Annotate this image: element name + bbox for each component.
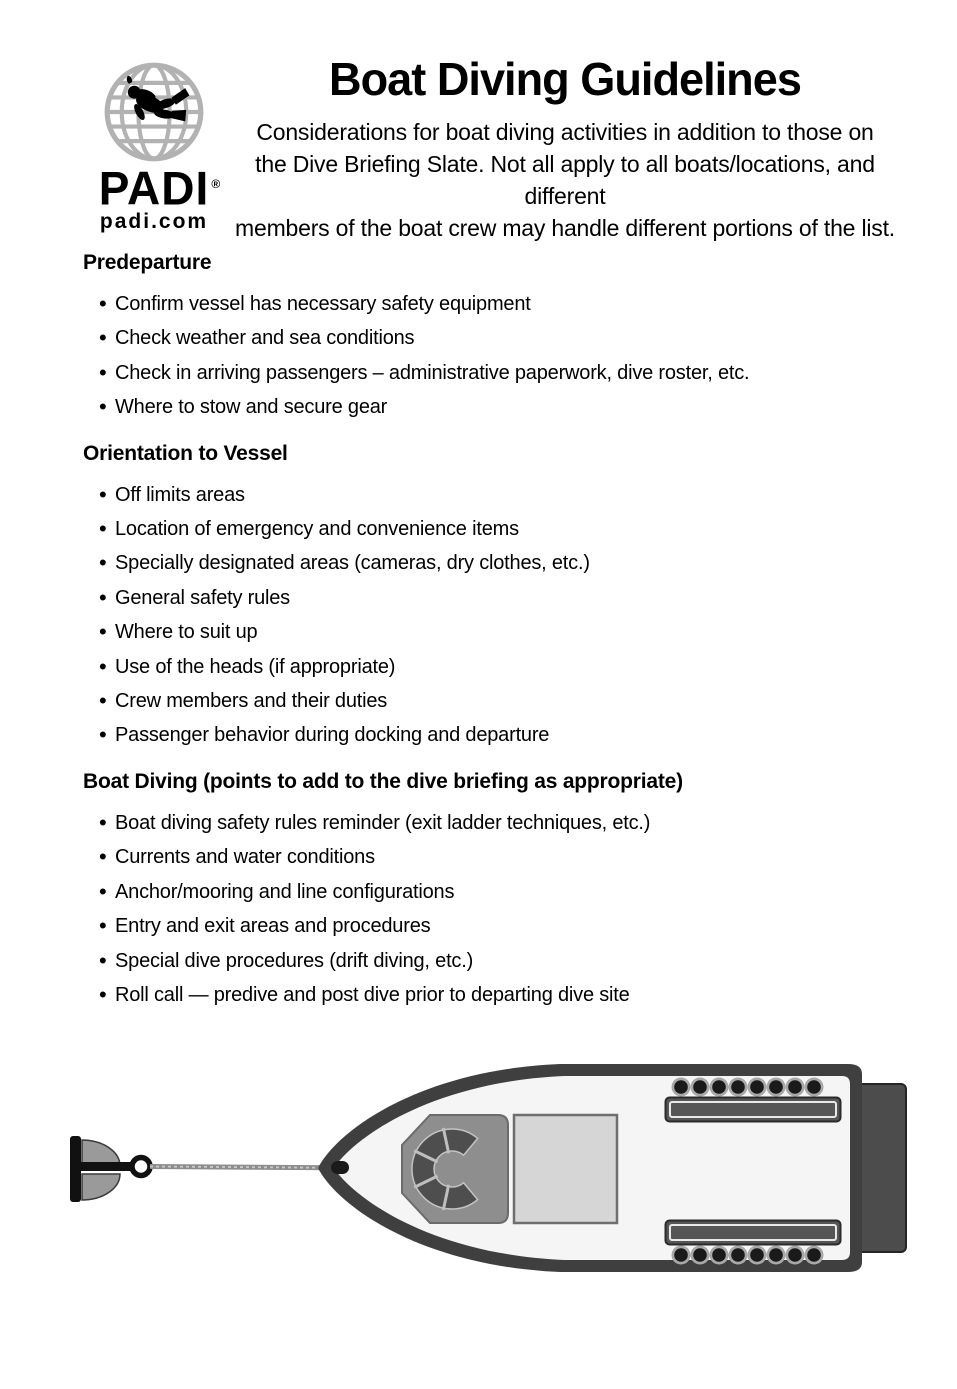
bullet-item: • Special dive procedures (drift diving, etc.) bbox=[83, 944, 903, 978]
anchor-fluke-bottom bbox=[82, 1174, 120, 1200]
bench-top bbox=[666, 1098, 841, 1122]
bullet-item: • Check weather and sea conditions bbox=[83, 321, 903, 355]
subtitle-line: Considerations for boat diving activities in addition to those on bbox=[256, 119, 874, 145]
bow-cleat bbox=[331, 1161, 349, 1174]
bullet-item: • Where to stow and secure gear bbox=[83, 390, 903, 424]
bullet-item: • Where to suit up bbox=[83, 615, 903, 649]
page-subtitle bbox=[215, 116, 915, 244]
bullet-item: • Check in arriving passengers – administrative paperwork, dive roster, etc. bbox=[83, 356, 903, 390]
bullet-item: • Off limits areas bbox=[83, 478, 903, 512]
section-heading-boat-diving: Boat Diving (points to add to the dive briefing as appropriate) bbox=[83, 769, 683, 793]
padi-website: padi.com bbox=[99, 210, 209, 233]
bullet-item: • Boat diving safety rules reminder (exit ladder techniques, etc.) bbox=[83, 806, 903, 840]
bullet-item: • General safety rules bbox=[83, 581, 903, 615]
bullet-item: • Entry and exit areas and procedures bbox=[83, 909, 903, 943]
bullet-item: • Crew members and their duties bbox=[83, 684, 903, 718]
guidelines-content bbox=[83, 250, 903, 1028]
orientation-list bbox=[83, 478, 903, 753]
padi-logo bbox=[74, 58, 234, 234]
anchor-line bbox=[150, 1167, 336, 1168]
bow-console bbox=[402, 1115, 508, 1223]
boat-anchor-diagram bbox=[0, 1040, 957, 1340]
bullet-item: • Anchor/mooring and line configurations bbox=[83, 875, 903, 909]
section-heading-orientation: Orientation to Vessel bbox=[83, 441, 288, 465]
bullet-item: • Confirm vessel has necessary safety equipment bbox=[83, 287, 903, 321]
bullet-item: • Roll call — predive and post dive prior to departing dive site bbox=[83, 978, 903, 1012]
globe-with-scuba-diver-icon bbox=[102, 58, 206, 166]
subtitle-line: members of the boat crew may handle different portions of the list. bbox=[235, 215, 895, 241]
anchor-icon bbox=[70, 1136, 150, 1202]
stern-platform bbox=[856, 1084, 906, 1252]
bullet-item: • Passenger behavior during docking and departure bbox=[83, 718, 903, 752]
boat-diving-list bbox=[83, 806, 903, 1012]
subtitle-line: the Dive Briefing Slate. Not all apply to all boats/locations, and different bbox=[255, 151, 875, 209]
bullet-item: • Currents and water conditions bbox=[83, 840, 903, 874]
anchor-shank bbox=[76, 1162, 134, 1171]
registered-trademark: ® bbox=[211, 176, 222, 192]
bullet-item: • Specially designated areas (cameras, dry clothes, etc.) bbox=[83, 546, 903, 580]
padi-wordmark: PADI ® bbox=[98, 161, 222, 215]
section-heading-predeparture: Predeparture bbox=[83, 251, 212, 274]
midship-hatch bbox=[514, 1115, 617, 1223]
bullet-item: • Location of emergency and convenience items bbox=[83, 512, 903, 546]
page-title: Boat Diving Guidelines bbox=[329, 53, 801, 105]
bench-bottom bbox=[666, 1221, 841, 1245]
anchor-ring bbox=[132, 1158, 150, 1176]
predeparture-list bbox=[83, 287, 903, 425]
bullet-item: • Use of the heads (if appropriate) bbox=[83, 650, 903, 684]
header bbox=[215, 54, 915, 244]
